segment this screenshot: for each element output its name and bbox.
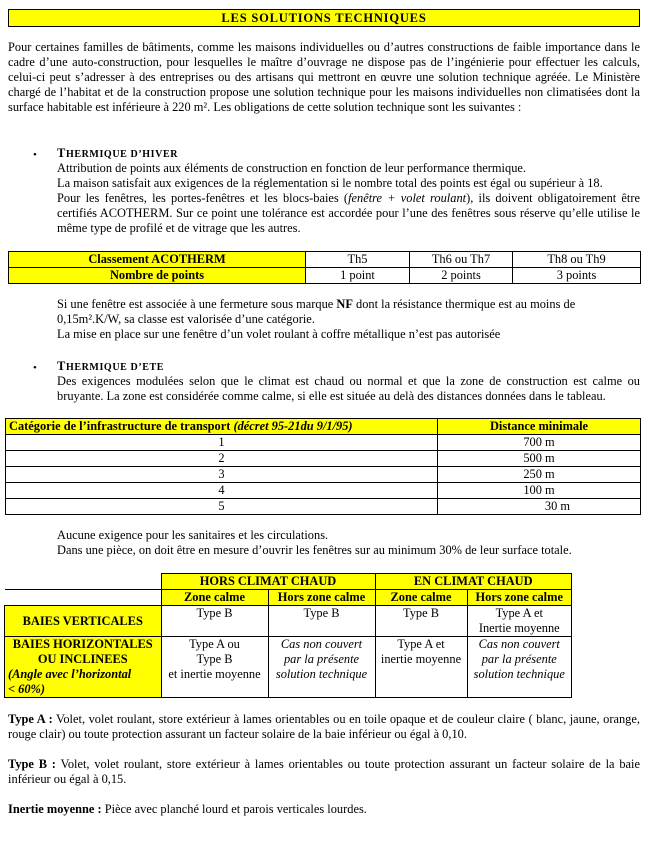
hiver-text [57, 161, 640, 236]
bullet-icon: • [33, 362, 37, 374]
climate-cell: Type B [161, 606, 268, 637]
section-title-initial: T [57, 359, 66, 373]
distance-value: 700 m [438, 435, 641, 451]
hiver-line: Attribution de points aux éléments de construction en fonction de leur performance thermique. [57, 161, 526, 175]
hiver-line: La maison satisfait aux exigences de la réglementation si le nombre total des points est égal ou supérieur à 18. [57, 176, 603, 190]
nf-note-line: Si une fenêtre est associée à une fermeture sous marque NF dont la résistance thermique est au moins de [57, 297, 576, 311]
nf-note-line: 0,15m².K/W, sa classe est valorisée d’une catégorie. [57, 312, 315, 326]
climate-table [4, 573, 572, 698]
distance-value: 100 m [438, 483, 641, 499]
climate-cell: Type B [375, 606, 467, 637]
page-title: LES SOLUTIONS TECHNIQUES [8, 9, 640, 27]
after-table-line: Aucune exigence pour les sanitaires et les circulations. [57, 528, 329, 542]
climate-cell: Type A et inertie moyenne [375, 637, 467, 698]
distance-category: 2 [6, 451, 438, 467]
hiver-line: Pour les fenêtres, les portes-fenêtres et les blocs-baies (fenêtre + volet roulant), ils doivent obligatoirement être certifiés ACOTHERM. Sur ce point une tolérance est accordée pour l’une des fenêtres sous réserve qu’elle utilise le même type de profilé et de vitrage que les autres. [57, 191, 641, 235]
definition-inertie: Inertie moyenne : Pièce avec planché lourd et parois verticales lourdes. [8, 802, 367, 816]
climate-cell: Type B [268, 606, 375, 637]
section-title-hiver [57, 146, 178, 162]
climate-cell: Cas non couvert par la présente solution technique [268, 637, 375, 698]
acotherm-table [8, 251, 641, 284]
section-title-ete [57, 359, 164, 375]
climate-header-en: EN CLIMAT CHAUD [375, 574, 572, 590]
intro-paragraph: Pour certaines familles de bâtiments, comme les maisons individuelles ou d’autres constructions de faible importance dans le cadre d’une auto-construction, pour lesquelles le maître d’ouvrage ne dispose pas de l’ingénierie pour effectuer les calculs, celui-ci peut s’adresser à des entreprises ou des artisans qui mettront en œuvre une solution technique agréée. Le Ministère chargé de l’habitat et de la construction propose une solution technique pour les maisons individuelles non climatisées dont la surface habitable est inférieure à 220 m². Les obligations de cette solution technique sont les suivantes : [8, 40, 640, 114]
distance-category: 5 [6, 499, 438, 515]
acotherm-cell: 3 points [513, 268, 641, 284]
definition-type-a: Type A : Volet, volet roulant, store extérieur à lames orientables ou en toile opaque et de couleur claire ( blanc, jaune, orange, rouge clair) ou toute protection assurant un facteur solaire de la baie inférieur ou égal à 0,10. [8, 712, 640, 741]
nf-note [57, 297, 640, 342]
distance-header-distance: Distance minimale [438, 419, 641, 435]
climate-subheader: Hors zone calme [467, 590, 572, 606]
bullet-icon: • [33, 149, 37, 161]
ete-text: Des exigences modulées selon que le climat est chaud ou normal et que la zone de construction est calme ou bruyante. La zone est considérée comme calme, si elle est située au delà des distances données dans le tableau. [57, 374, 640, 403]
climate-subheader: Zone calme [375, 590, 467, 606]
climate-cell: Cas non couvert par la présente solution technique [467, 637, 572, 698]
climate-empty-corner [5, 590, 162, 606]
acotherm-row1-label: Classement ACOTHERM [9, 252, 306, 268]
baies-verticales-label: BAIES VERTICALES [5, 606, 162, 637]
after-table-text [57, 528, 640, 558]
after-table-line: Dans une pièce, on doit être en mesure d’ouvrir les fenêtres sur au minimum 30% de leur surface totale. [57, 543, 572, 557]
acotherm-row2-label: Nombre de points [9, 268, 306, 284]
distance-value: 500 m [438, 451, 641, 467]
distance-value: 30 m [438, 499, 641, 515]
distance-header-category: Catégorie de l’infrastructure de transport (décret 95-21du 9/1/95) [6, 419, 438, 435]
section-title-initial: T [57, 146, 66, 160]
climate-subheader: Zone calme [161, 590, 268, 606]
distance-category: 4 [6, 483, 438, 499]
climate-empty-corner [5, 574, 162, 590]
section-title-rest: HERMIQUE D’ETE [65, 362, 165, 373]
distance-value: 250 m [438, 467, 641, 483]
climate-cell: Type A ou Type B et inertie moyenne [161, 637, 268, 698]
distance-table [5, 418, 641, 515]
climate-cell: Type A et Inertie moyenne [467, 606, 572, 637]
acotherm-cell: 2 points [410, 268, 513, 284]
definition-type-b: Type B : Volet, volet roulant, store extérieur à lames orientables ou toute protection assurant un facteur solaire de la baie inférieur ou égal à 0,15. [8, 757, 640, 786]
acotherm-cell: Th6 ou Th7 [410, 252, 513, 268]
climate-subheader: Hors zone calme [268, 590, 375, 606]
distance-category: 1 [6, 435, 438, 451]
acotherm-cell: Th8 ou Th9 [513, 252, 641, 268]
climate-header-hors: HORS CLIMAT CHAUD [161, 574, 375, 590]
baies-horizontales-label: BAIES HORIZONTALES OU INCLINEES (Angle avec l’horizontal < 60%) [5, 637, 162, 698]
distance-category: 3 [6, 467, 438, 483]
acotherm-cell: 1 point [306, 268, 410, 284]
acotherm-cell: Th5 [306, 252, 410, 268]
nf-note-line: La mise en place sur une fenêtre d’un volet roulant à coffre métallique n’est pas autorisée [57, 327, 501, 341]
section-title-rest: HERMIQUE D’HIVER [65, 149, 179, 160]
